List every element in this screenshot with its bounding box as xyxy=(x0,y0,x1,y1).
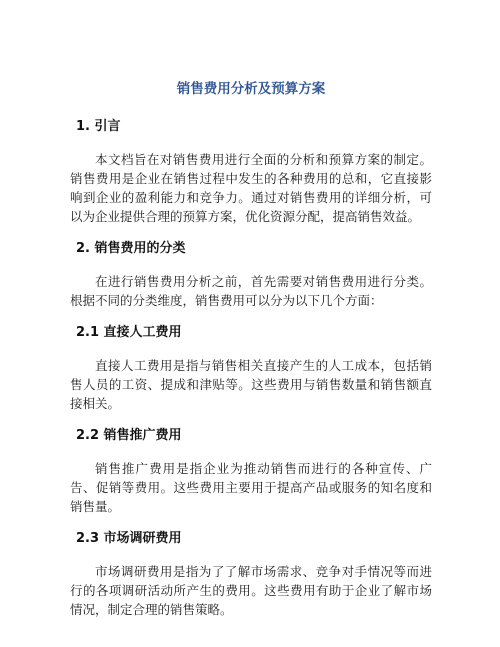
section-paragraph: 直接人工费用是指与销售相关直接产生的人工成本，包括销售人员的工资、提成和津贴等。这些费用与销售数量和销售额直接相关。 xyxy=(70,358,432,411)
section-introduction xyxy=(70,118,432,226)
section-heading: 2. 销售费用的分类 xyxy=(76,241,186,256)
document-title: 销售费用分析及预算方案 xyxy=(176,81,326,97)
section-heading: 1. 引言 xyxy=(76,119,121,134)
section-direct-labor xyxy=(70,324,432,413)
section-promotion xyxy=(70,427,432,516)
section-classification xyxy=(70,240,432,310)
section-heading: 2.2 销售推广费用 xyxy=(76,428,182,443)
section-paragraph: 市场调研费用是指为了了解市场需求、竞争对手情况等而进行的各项调研活动所产生的费用。这些费用有助于企业了解市场情况，制定合理的销售策略。 xyxy=(70,564,432,617)
section-heading: 2.1 直接人工费用 xyxy=(76,325,182,340)
section-paragraph: 本文档旨在对销售费用进行全面的分析和预算方案的制定。销售费用是企业在销售过程中发生的各种费用的总和，它直接影响到企业的盈利能力和竞争力。通过对销售费用的详细分析，可以为企业提供合理的预算方案，优化资源分配，提高销售效益。 xyxy=(70,152,432,224)
section-paragraph: 销售推广费用是指企业为推动销售而进行的各种宣传、广告、促销等费用。这些费用主要用于提高产品或服务的知名度和销售量。 xyxy=(70,461,432,514)
section-heading: 2.3 市场调研费用 xyxy=(76,531,182,546)
section-market-research xyxy=(70,530,432,619)
section-paragraph: 在进行销售费用分析之前，首先需要对销售费用进行分类。根据不同的分类维度，销售费用可以分为以下几个方面： xyxy=(70,274,432,308)
